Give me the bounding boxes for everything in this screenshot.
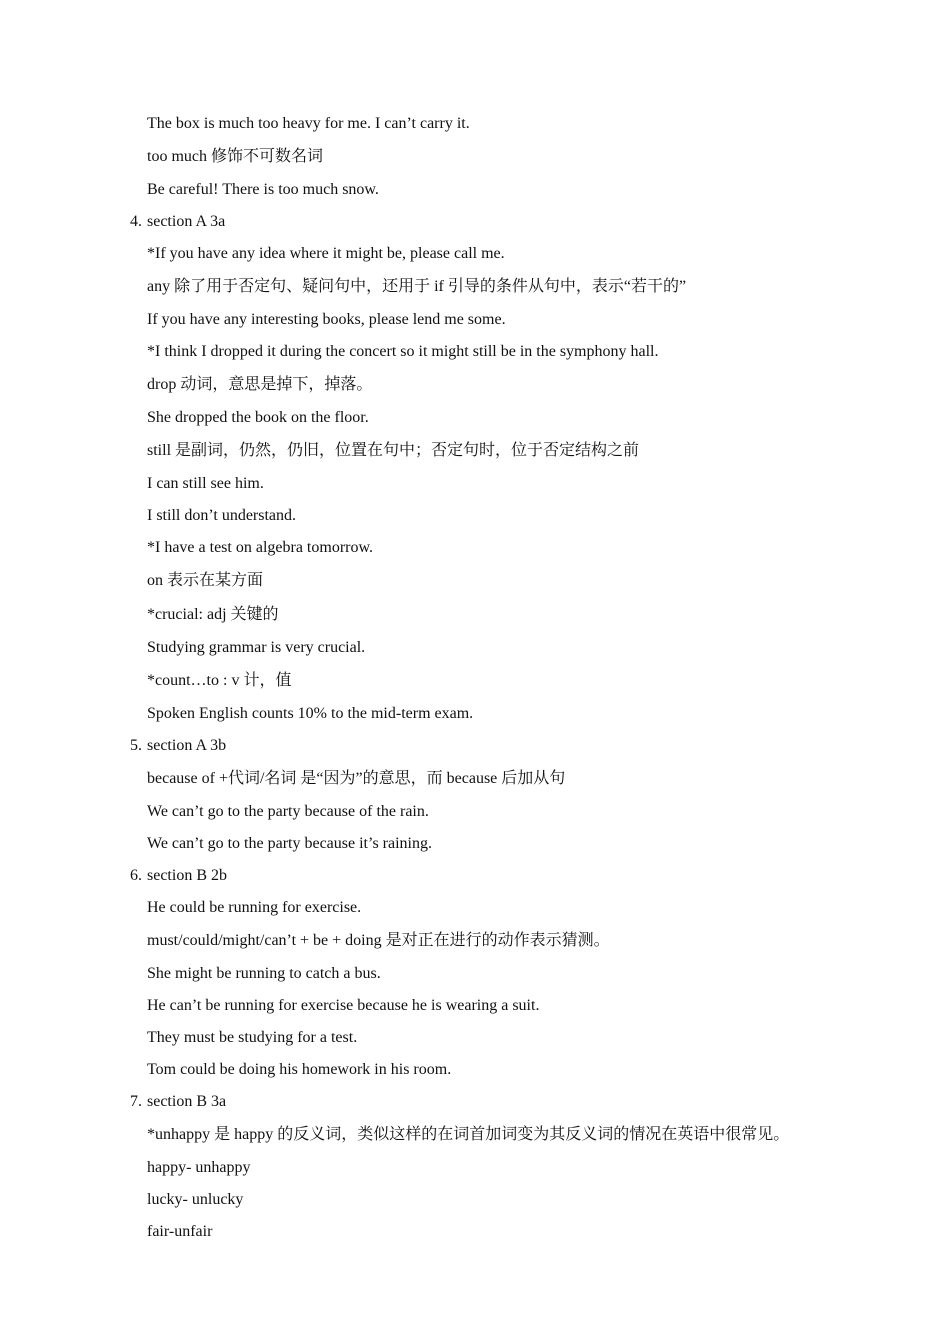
list-number: 6. <box>130 867 142 884</box>
section-heading-5 <box>130 736 226 756</box>
line-8: *I think I dropped it during the concert so it might still be in the symphony hall. <box>147 343 659 360</box>
line-23: We can’t go to the party because it’s raining. <box>147 835 432 852</box>
line-30: Tom could be doing his homework in his room. <box>147 1061 452 1078</box>
line-22: We can’t go to the party because of the rain. <box>147 803 429 820</box>
line-12: I can still see him. <box>147 475 264 492</box>
line-33: happy- unhappy <box>147 1159 251 1176</box>
list-number: 7. <box>130 1093 142 1110</box>
line-2: too much 修饰不可数名词 <box>147 148 323 165</box>
line-14: *I have a test on algebra tomorrow. <box>147 539 373 556</box>
line-35: fair-unfair <box>147 1223 213 1240</box>
line-6: any 除了用于否定句、疑问句中，还用于 if 引导的条件从句中，表示“若干的” <box>147 278 687 295</box>
line-11: still 是副词，仍然，仍旧，位置在句中；否定句时，位于否定结构之前 <box>147 442 640 459</box>
section-title: section B 3a <box>147 1093 227 1110</box>
section-title: section A 3b <box>147 737 227 754</box>
line-32: *unhappy 是 happy 的反义词，类似这样的在词首加词变为其反义词的情况在英语中很常见。 <box>147 1126 790 1143</box>
line-13: I still don’t understand. <box>147 507 297 524</box>
line-27: She might be running to catch a bus. <box>147 965 381 982</box>
line-28: He can’t be running for exercise because he is wearing a suit. <box>147 997 540 1014</box>
section-title: section A 3a <box>147 213 226 230</box>
section-heading-6 <box>130 866 227 886</box>
line-7: If you have any interesting books, please lend me some. <box>147 311 506 328</box>
line-21: because of +代词/名词 是“因为”的意思，而 because 后加从句 <box>147 770 566 787</box>
line-18: *count…to : v 计，值 <box>147 672 292 689</box>
line-29: They must be studying for a test. <box>147 1029 358 1046</box>
section-heading-4 <box>130 212 225 232</box>
section-heading-7 <box>130 1092 226 1112</box>
section-title: section B 2b <box>147 867 227 884</box>
line-15: on 表示在某方面 <box>147 572 264 589</box>
line-34: lucky- unlucky <box>147 1191 244 1208</box>
line-25: He could be running for exercise. <box>147 899 362 916</box>
line-5: *If you have any idea where it might be, please call me. <box>147 245 505 262</box>
line-26: must/could/might/can’t + be + doing 是对正在进行的动作表示猜测。 <box>147 932 610 949</box>
line-3: Be careful! There is too much snow. <box>147 181 379 198</box>
list-number: 5. <box>130 737 142 754</box>
line-16: *crucial: adj 关键的 <box>147 606 279 623</box>
line-17: Studying grammar is very crucial. <box>147 639 366 656</box>
list-number: 4. <box>130 213 142 230</box>
line-9: drop 动词，意思是掉下，掉落。 <box>147 376 373 393</box>
line-10: She dropped the book on the floor. <box>147 409 369 426</box>
line-19: Spoken English counts 10% to the mid-term exam. <box>147 705 474 722</box>
line-1: The box is much too heavy for me. I can’t carry it. <box>147 115 470 132</box>
